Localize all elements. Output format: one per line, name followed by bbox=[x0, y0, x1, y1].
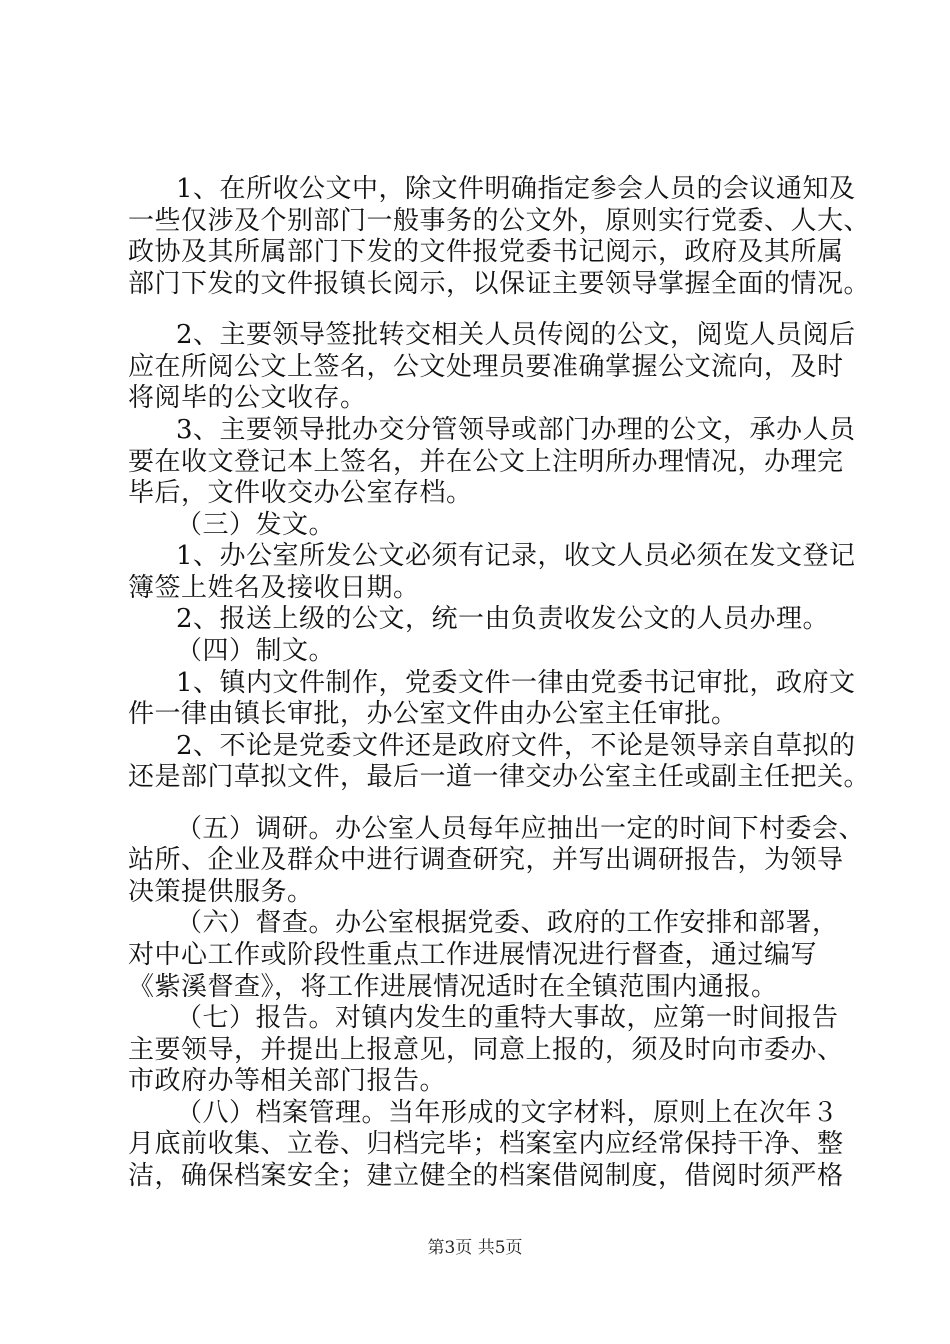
text-line: 3、主要领导批办交分管领导或部门办理的公文，承办人员 bbox=[176, 415, 856, 445]
text-line: 市政府办等相关部门报告。 bbox=[128, 1066, 447, 1096]
text-line: （八）档案管理。当年形成的文字材料，原则上在次年３ bbox=[176, 1098, 839, 1128]
text-line: 《紫溪督查》，将工作进展情况适时在全镇范围内通报。 bbox=[128, 972, 778, 1002]
text-line: 件一律由镇长审批，办公室文件由办公室主任审批。 bbox=[128, 699, 738, 729]
text-line: 洁，确保档案安全；建立健全的档案借阅制度，借阅时须严格 bbox=[128, 1161, 844, 1191]
text-line: 2、主要领导签批转交相关人员传阅的公文，阅览人员阅后 bbox=[176, 320, 856, 350]
text-line: 簿签上姓名及接收日期。 bbox=[128, 573, 420, 603]
text-line: 2、不论是党委文件还是政府文件，不论是领导亲自草拟的 bbox=[176, 731, 856, 761]
text-line: 2、报送上级的公文，统一由负责收发公文的人员办理。 bbox=[176, 604, 830, 634]
text-line: （六）督查。办公室根据党委、政府的工作安排和部署， bbox=[176, 908, 839, 938]
section-heading: （三）发文。 bbox=[176, 510, 336, 540]
text-line: 还是部门草拟文件，最后一道一律交办公室主任或副主任把关。 bbox=[128, 762, 871, 792]
text-line: 部门下发的文件报镇长阅示，以保证主要领导掌握全面的情况。 bbox=[128, 269, 871, 299]
text-line: 1、镇内文件制作，党委文件一律由党委书记审批，政府文 bbox=[176, 668, 856, 698]
text-line: 毕后，文件收交办公室存档。 bbox=[128, 478, 473, 508]
text-line: 政协及其所属部门下发的文件报党委书记阅示，政府及其所属 bbox=[128, 237, 844, 267]
text-line: 1、在所收公文中，除文件明确指定参会人员的会议通知及 bbox=[176, 174, 856, 204]
text-line: 应在所阅公文上签名，公文处理员要准确掌握公文流向，及时 bbox=[128, 352, 844, 382]
section-heading: （四）制文。 bbox=[176, 636, 336, 666]
text-line: 一些仅涉及个别部门一般事务的公文外，原则实行党委、人大、 bbox=[128, 206, 871, 236]
text-line: （七）报告。对镇内发生的重特大事故，应第一时间报告 bbox=[176, 1003, 839, 1033]
text-line: 要在收文登记本上签名，并在公文上注明所办理情况，办理完 bbox=[128, 447, 844, 477]
text-line: 站所、企业及群众中进行调查研究，并写出调研报告，为领导 bbox=[128, 845, 844, 875]
page-footer: 第3页 共5页 bbox=[427, 1238, 523, 1258]
text-line: 月底前收集、立卷、归档完毕；档案室内应经常保持干净、整 bbox=[128, 1129, 844, 1159]
text-line: 将阅毕的公文收存。 bbox=[128, 383, 367, 413]
text-line: （五）调研。办公室人员每年应抽出一定的时间下村委会、 bbox=[176, 814, 866, 844]
text-line: 1、办公室所发公文必须有记录，收文人员必须在发文登记 bbox=[176, 541, 856, 571]
text-line: 对中心工作或阶段性重点工作进展情况进行督查，通过编写 bbox=[128, 940, 818, 970]
text-line: 主要领导，并提出上报意见，同意上报的，须及时向市委办、 bbox=[128, 1035, 844, 1065]
text-line: 决策提供服务。 bbox=[128, 877, 314, 907]
